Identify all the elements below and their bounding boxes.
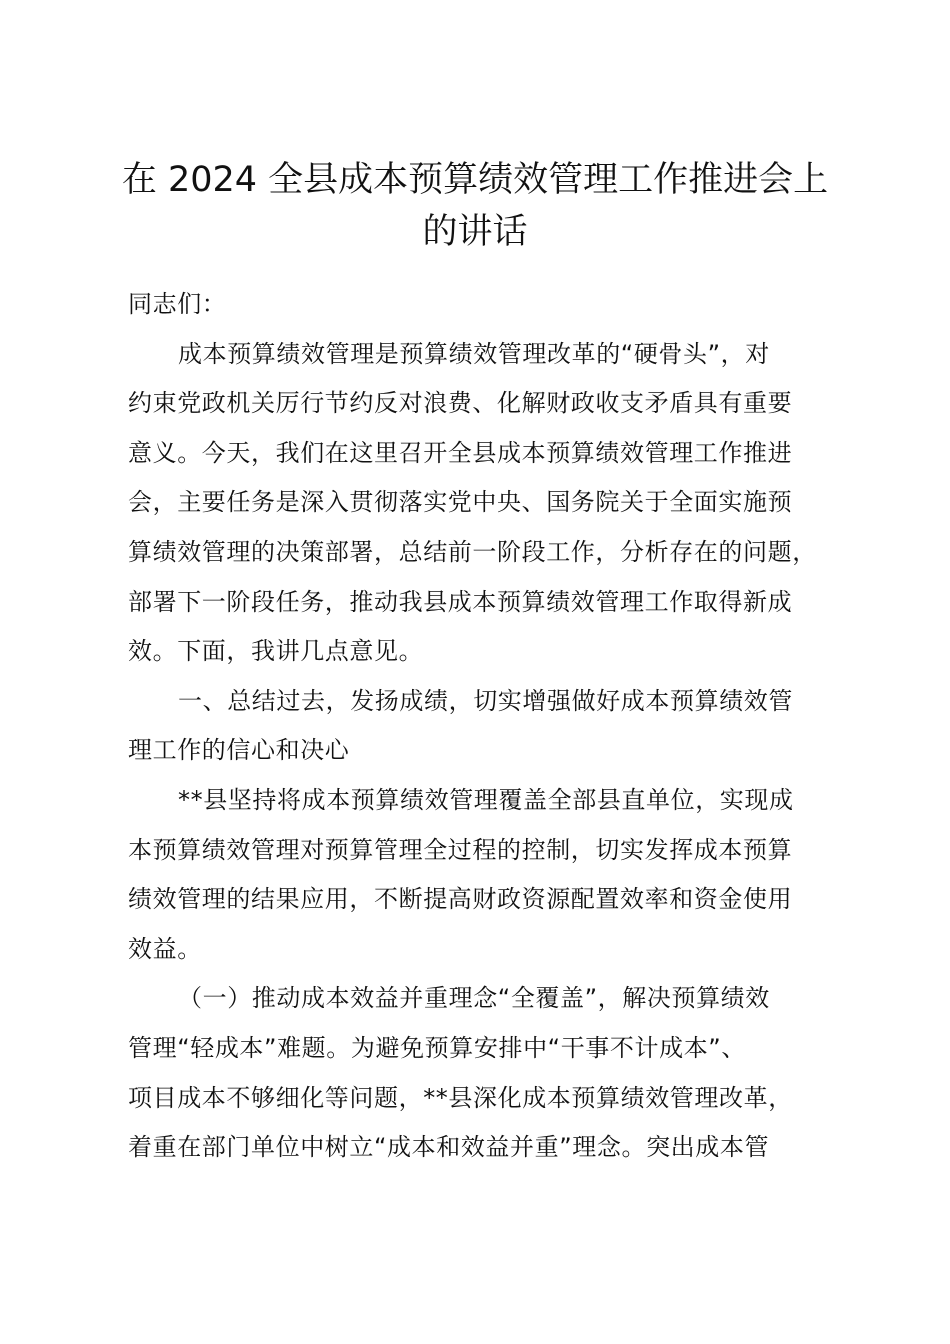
paragraph-line: 意义。今天，我们在这里召开全县成本预算绩效管理工作推进 — [128, 438, 793, 467]
paragraph-subsection-one — [128, 974, 858, 1172]
section-heading-one — [128, 677, 858, 776]
paragraph-overview — [128, 776, 858, 974]
paragraph-line: 管理“轻成本”难题。为避免预算安排中“干事不计成本”、 — [128, 1033, 746, 1062]
paragraph-line: 约束党政机关厉行节约反对浪费、化解财政收支矛盾具有重要 — [128, 389, 793, 418]
paragraph-line: 着重在部门单位中树立“成本和效益并重”理念。突出成本管 — [128, 1133, 770, 1162]
paragraph-line: 项目成本不够细化等问题，**县深化成本预算绩效管理改革， — [128, 1083, 793, 1112]
paragraph-line: 部署下一阶段任务，推动我县成本预算绩效管理工作取得新成 — [128, 587, 793, 616]
document-body — [128, 280, 858, 1173]
paragraph-line: 效益。 — [128, 934, 202, 963]
paragraph-line: 算绩效管理的决策部署，总结前一阶段工作，分析存在的问题， — [128, 537, 817, 566]
paragraph-line: 会，主要任务是深入贯彻落实党中央、国务院关于全面实施预 — [128, 488, 793, 517]
heading-line: 理工作的信心和决心 — [128, 736, 350, 765]
paragraph-intro — [128, 330, 858, 677]
document-title — [100, 154, 850, 258]
paragraph-line: 绩效管理的结果应用，不断提高财政资源配置效率和资金使用 — [128, 885, 793, 914]
paragraph-line: （一）推动成本效益并重理念“全覆盖”，解决预算绩效 — [178, 984, 770, 1013]
paragraph-line: 本预算绩效管理对预算管理全过程的控制，切实发挥成本预算 — [128, 835, 793, 864]
paragraph-line: **县坚持将成本预算绩效管理覆盖全部县直单位，实现成 — [178, 785, 794, 814]
paragraph-line: 成本预算绩效管理是预算绩效管理改革的“硬骨头”，对 — [178, 339, 770, 368]
heading-line: 一、总结过去，发扬成绩，切实增强做好成本预算绩效管 — [178, 686, 793, 715]
salutation: 同志们： — [128, 290, 227, 318]
title-line: 在 2024 全县成本预算绩效管理工作推进会上 — [121, 160, 829, 200]
paragraph-line: 效。下面，我讲几点意见。 — [128, 637, 424, 666]
title-line: 的讲话 — [422, 212, 528, 252]
